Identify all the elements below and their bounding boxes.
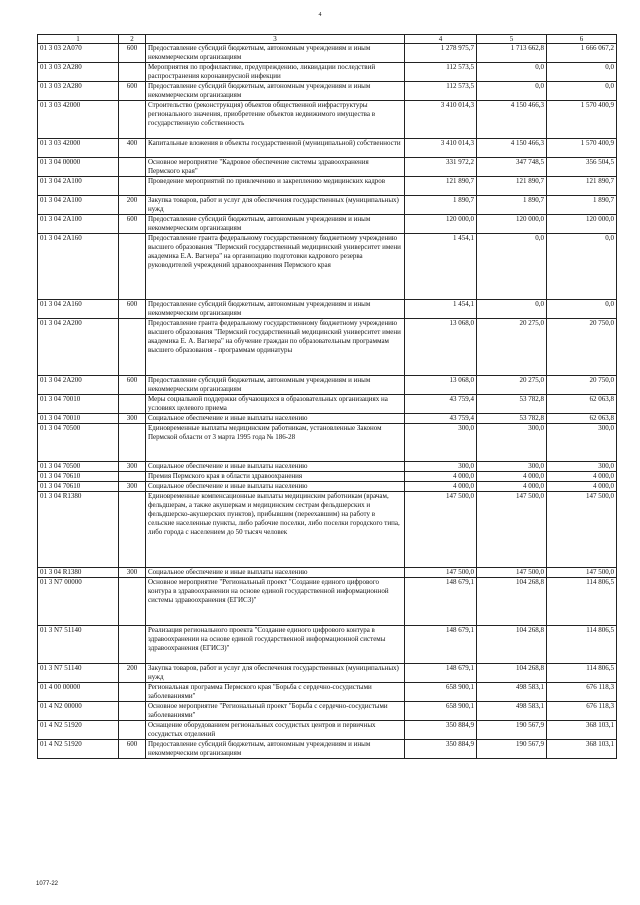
row-value-2024: 356 504,5	[547, 158, 617, 177]
row-value-2022: 4 000,0	[405, 482, 477, 492]
row-expense-type: 600	[119, 44, 146, 63]
header-cell: 1	[38, 35, 119, 44]
table-row	[38, 462, 617, 472]
row-value-2024: 62 063,8	[547, 395, 617, 414]
row-name: Социальное обеспечение и иные выплаты населению	[146, 462, 405, 472]
row-value-2022: 112 573,5	[405, 63, 477, 82]
row-expense-type	[119, 395, 146, 414]
row-expense-type	[119, 721, 146, 740]
row-value-2023: 0,0	[477, 82, 547, 101]
row-value-2024: 114 806,5	[547, 664, 617, 683]
row-name: Предоставление субсидий бюджетным, автономным учреждениям и иным некоммерческим организациям	[146, 44, 405, 63]
row-value-2022: 120 000,0	[405, 215, 477, 234]
row-value-2023: 0,0	[477, 63, 547, 82]
row-code: 01 4 N2 00000	[38, 702, 119, 721]
row-code: 01 3 04 2A160	[38, 234, 119, 300]
row-value-2022: 4 000,0	[405, 472, 477, 482]
row-code: 01 3 04 70500	[38, 424, 119, 462]
row-name: Предоставление субсидий бюджетным, автономным учреждениям и иным некоммерческим организациям	[146, 376, 405, 395]
row-expense-type	[119, 319, 146, 376]
row-name: Закупка товаров, работ и услуг для обеспечения государственных (муниципальных) нужд	[146, 196, 405, 215]
row-code: 01 3 03 2A070	[38, 44, 119, 63]
row-expense-type: 600	[119, 215, 146, 234]
table-row	[38, 395, 617, 414]
row-value-2023: 104 268,8	[477, 578, 547, 626]
row-expense-type: 200	[119, 196, 146, 215]
row-value-2024: 114 806,5	[547, 626, 617, 664]
row-name: Региональная программа Пермского края "Борьба с сердечно-сосудистыми заболеваниями"	[146, 683, 405, 702]
row-value-2024: 0,0	[547, 234, 617, 300]
header-cell: 2	[119, 35, 146, 44]
row-value-2024: 120 000,0	[547, 215, 617, 234]
row-value-2023: 498 583,1	[477, 702, 547, 721]
row-name: Реализация регионального проекта "Создание единого цифрового контура в здравоохранении на основе единой государственной информационной системы здравоохранения (ЕГИСЗ)"	[146, 626, 405, 664]
row-value-2023: 347 748,5	[477, 158, 547, 177]
table-row	[38, 568, 617, 578]
footer-code: 1077-22	[36, 881, 59, 887]
row-code: 01 3 03 42000	[38, 139, 119, 158]
row-value-2023: 147 500,0	[477, 492, 547, 568]
row-expense-type	[119, 683, 146, 702]
row-value-2022: 43 759,4	[405, 414, 477, 424]
header-cell: 3	[146, 35, 405, 44]
row-name: Предоставление субсидий бюджетным, автономным учреждениям и иным некоммерческим организациям	[146, 740, 405, 759]
row-code: 01 3 04 70610	[38, 482, 119, 492]
row-code: 01 3 04 70010	[38, 395, 119, 414]
row-code: 01 4 N2 51920	[38, 721, 119, 740]
row-name: Основное мероприятие "Региональный проект "Создание единого цифрового контура в здравоохранении на основе единой государственной информационной системы здравоохранения (ЕГИСЗ)"	[146, 578, 405, 626]
row-value-2024: 121 890,7	[547, 177, 617, 196]
row-expense-type: 300	[119, 414, 146, 424]
table-row	[38, 472, 617, 482]
row-value-2023: 190 567,9	[477, 740, 547, 759]
row-value-2023: 300,0	[477, 424, 547, 462]
row-code: 01 3 04 2A160	[38, 300, 119, 319]
row-expense-type	[119, 101, 146, 139]
row-value-2022: 3 410 014,3	[405, 139, 477, 158]
row-code: 01 3 04 R1380	[38, 492, 119, 568]
row-name: Капитальные вложения в объекты государственной (муниципальной) собственности	[146, 139, 405, 158]
row-expense-type: 400	[119, 139, 146, 158]
row-value-2022: 1 454,1	[405, 234, 477, 300]
table-row	[38, 376, 617, 395]
row-value-2024: 1 570 400,9	[547, 101, 617, 139]
row-expense-type	[119, 578, 146, 626]
row-value-2024: 62 063,8	[547, 414, 617, 424]
row-value-2023: 0,0	[477, 300, 547, 319]
row-value-2022: 658 900,1	[405, 683, 477, 702]
row-code: 01 3 03 42000	[38, 101, 119, 139]
table-row	[38, 300, 617, 319]
row-expense-type	[119, 158, 146, 177]
row-value-2023: 498 583,1	[477, 683, 547, 702]
table-row	[38, 319, 617, 376]
row-value-2022: 658 900,1	[405, 702, 477, 721]
row-value-2022: 300,0	[405, 424, 477, 462]
row-name: Социальное обеспечение и иные выплаты населению	[146, 482, 405, 492]
row-expense-type: 600	[119, 82, 146, 101]
table-row	[38, 158, 617, 177]
row-name: Меры социальной поддержки обучающихся в образовательных организациях на условиях целевого приема	[146, 395, 405, 414]
row-name: Предоставление субсидий бюджетным, автономным учреждениям и иным некоммерческим организациям	[146, 300, 405, 319]
row-value-2023: 4 150 466,3	[477, 139, 547, 158]
row-value-2023: 20 275,0	[477, 376, 547, 395]
table-row	[38, 177, 617, 196]
row-expense-type	[119, 626, 146, 664]
row-value-2022: 147 500,0	[405, 568, 477, 578]
row-value-2022: 112 573,5	[405, 82, 477, 101]
row-value-2022: 13 068,0	[405, 319, 477, 376]
header-cell: 6	[547, 35, 617, 44]
row-value-2022: 148 679,1	[405, 664, 477, 683]
row-value-2023: 4 000,0	[477, 472, 547, 482]
row-value-2022: 147 500,0	[405, 492, 477, 568]
row-name: Закупка товаров, работ и услуг для обеспечения государственных (муниципальных) нужд	[146, 664, 405, 683]
table-row	[38, 82, 617, 101]
table-row	[38, 139, 617, 158]
row-value-2023: 53 782,8	[477, 414, 547, 424]
row-value-2024: 147 500,0	[547, 492, 617, 568]
row-expense-type	[119, 234, 146, 300]
table-row	[38, 424, 617, 462]
row-expense-type: 600	[119, 300, 146, 319]
row-value-2023: 4 150 466,3	[477, 101, 547, 139]
row-value-2023: 147 500,0	[477, 568, 547, 578]
row-expense-type	[119, 424, 146, 462]
row-value-2022: 13 068,0	[405, 376, 477, 395]
row-value-2024: 1 570 400,9	[547, 139, 617, 158]
row-value-2024: 0,0	[547, 82, 617, 101]
row-name: Единовременные выплаты медицинским работникам, установленные Законом Пермской области от 3 марта 1995 года № 186-28	[146, 424, 405, 462]
row-code: 01 3 04 2A200	[38, 376, 119, 395]
row-code: 01 3 04 70610	[38, 472, 119, 482]
row-value-2023: 121 890,7	[477, 177, 547, 196]
row-expense-type: 300	[119, 462, 146, 472]
row-expense-type: 200	[119, 664, 146, 683]
row-name: Единовременные компенсационные выплаты медицинским работникам (врачам, фельдшерам, а также акушеркам и медицинским сестрам фельдшерских и фельдшерско-акушерских пунктов), прибывшим (переехавшим) на работу в сельские населенные пункты, либо рабочие поселки, либо поселки городского типа, либо города с населением до 50 тысяч человек	[146, 492, 405, 568]
row-value-2024: 676 118,3	[547, 683, 617, 702]
row-value-2022: 43 759,4	[405, 395, 477, 414]
page-number: 4	[318, 12, 322, 18]
row-code: 01 3 04 2A100	[38, 196, 119, 215]
table-row	[38, 101, 617, 139]
row-value-2022: 1 890,7	[405, 196, 477, 215]
header-cell: 4	[405, 35, 477, 44]
row-value-2023: 53 782,8	[477, 395, 547, 414]
table-row	[38, 702, 617, 721]
table-row	[38, 683, 617, 702]
row-value-2024: 300,0	[547, 424, 617, 462]
row-value-2024: 114 806,5	[547, 578, 617, 626]
row-expense-type	[119, 702, 146, 721]
row-value-2024: 147 500,0	[547, 568, 617, 578]
row-value-2024: 0,0	[547, 63, 617, 82]
table-row	[38, 664, 617, 683]
row-code: 01 3 04 R1380	[38, 568, 119, 578]
row-code: 01 3 N7 51140	[38, 664, 119, 683]
row-code: 01 3 03 2A280	[38, 82, 119, 101]
row-expense-type	[119, 177, 146, 196]
row-code: 01 3 N7 00000	[38, 578, 119, 626]
row-name: Проведение мероприятий по привлечению и закреплению медицинских кадров	[146, 177, 405, 196]
row-expense-type: 600	[119, 376, 146, 395]
table-body	[38, 44, 617, 759]
row-code: 01 3 04 2A100	[38, 215, 119, 234]
row-value-2023: 1 713 662,8	[477, 44, 547, 63]
row-name: Предоставление гранта федеральному государственному бюджетному учреждению высшего образования "Пермский государственный медицинский университет имени академика Е. А. Вагнера" на обучение граждан по образовательным программам высшего образования - программам ординатуры	[146, 319, 405, 376]
row-value-2022: 148 679,1	[405, 578, 477, 626]
row-code: 01 3 04 70010	[38, 414, 119, 424]
table-row	[38, 492, 617, 568]
row-code: 01 3 04 2A100	[38, 177, 119, 196]
budget-table	[37, 34, 617, 759]
row-value-2023: 300,0	[477, 462, 547, 472]
table-row	[38, 215, 617, 234]
row-name: Оснащение оборудованием региональных сосудистых центров и первичных сосудистых отделений	[146, 721, 405, 740]
row-value-2024: 676 118,3	[547, 702, 617, 721]
row-code: 01 4 00 00000	[38, 683, 119, 702]
row-value-2022: 1 278 975,7	[405, 44, 477, 63]
table-row	[38, 721, 617, 740]
row-expense-type: 600	[119, 740, 146, 759]
row-expense-type	[119, 492, 146, 568]
row-name: Премия Пермского края в области здравоохранения	[146, 472, 405, 482]
row-name: Основное мероприятие "Региональный проект "Борьба с сердечно-сосудистыми заболеваниями"	[146, 702, 405, 721]
header-cell: 5	[477, 35, 547, 44]
row-expense-type: 300	[119, 482, 146, 492]
row-name: Социальное обеспечение и иные выплаты населению	[146, 568, 405, 578]
row-code: 01 3 04 70500	[38, 462, 119, 472]
row-value-2024: 4 000,0	[547, 482, 617, 492]
row-name: Строительство (реконструкция) объектов общественной инфраструктуры регионального значения, приобретение объектов недвижимого имущества в государственную собственность	[146, 101, 405, 139]
row-value-2022: 3 410 014,3	[405, 101, 477, 139]
row-name: Мероприятия по профилактике, предупреждению, ликвидации последствий распространения коронавирусной инфекции	[146, 63, 405, 82]
row-expense-type	[119, 63, 146, 82]
table-row	[38, 196, 617, 215]
header-row	[38, 35, 617, 44]
table-row	[38, 740, 617, 759]
row-code: 01 4 N2 51920	[38, 740, 119, 759]
row-value-2023: 104 268,8	[477, 664, 547, 683]
row-value-2023: 104 268,8	[477, 626, 547, 664]
row-value-2024: 20 750,0	[547, 376, 617, 395]
row-value-2024: 368 103,1	[547, 740, 617, 759]
row-name: Предоставление субсидий бюджетным, автономным учреждениям и иным некоммерческим организациям	[146, 82, 405, 101]
row-value-2022: 148 679,1	[405, 626, 477, 664]
row-value-2022: 300,0	[405, 462, 477, 472]
row-value-2022: 331 972,2	[405, 158, 477, 177]
row-code: 01 3 04 2A200	[38, 319, 119, 376]
row-value-2024: 1 890,7	[547, 196, 617, 215]
table-row	[38, 234, 617, 300]
row-value-2024: 0,0	[547, 300, 617, 319]
row-value-2022: 350 884,9	[405, 740, 477, 759]
row-value-2023: 0,0	[477, 234, 547, 300]
row-value-2022: 1 454,1	[405, 300, 477, 319]
table-row	[38, 578, 617, 626]
row-value-2024: 1 666 067,2	[547, 44, 617, 63]
row-value-2023: 1 890,7	[477, 196, 547, 215]
row-value-2024: 4 000,0	[547, 472, 617, 482]
table-row	[38, 63, 617, 82]
row-value-2024: 20 750,0	[547, 319, 617, 376]
row-name: Социальное обеспечение и иные выплаты населению	[146, 414, 405, 424]
row-code: 01 3 N7 51140	[38, 626, 119, 664]
row-name: Основное мероприятие "Кадровое обеспечение системы здравоохранения Пермского края"	[146, 158, 405, 177]
row-code: 01 3 04 00000	[38, 158, 119, 177]
row-value-2023: 190 567,9	[477, 721, 547, 740]
row-value-2023: 20 275,0	[477, 319, 547, 376]
row-name: Предоставление гранта федеральному государственному бюджетному учреждению высшего образования "Пермский государственный медицинский университет имени академика Е.А. Вагнера" на организацию подготовки кадрового резерва руководителей учреждений здравоохранения Пермского края	[146, 234, 405, 300]
row-value-2024: 368 103,1	[547, 721, 617, 740]
table-row	[38, 44, 617, 63]
row-value-2022: 350 884,9	[405, 721, 477, 740]
table-row	[38, 626, 617, 664]
row-code: 01 3 03 2A280	[38, 63, 119, 82]
row-value-2023: 120 000,0	[477, 215, 547, 234]
row-value-2024: 300,0	[547, 462, 617, 472]
row-value-2022: 121 890,7	[405, 177, 477, 196]
row-expense-type: 300	[119, 568, 146, 578]
table-row	[38, 414, 617, 424]
table-row	[38, 482, 617, 492]
row-name: Предоставление субсидий бюджетным, автономным учреждениям и иным некоммерческим организациям	[146, 215, 405, 234]
row-value-2023: 4 000,0	[477, 482, 547, 492]
row-expense-type	[119, 472, 146, 482]
